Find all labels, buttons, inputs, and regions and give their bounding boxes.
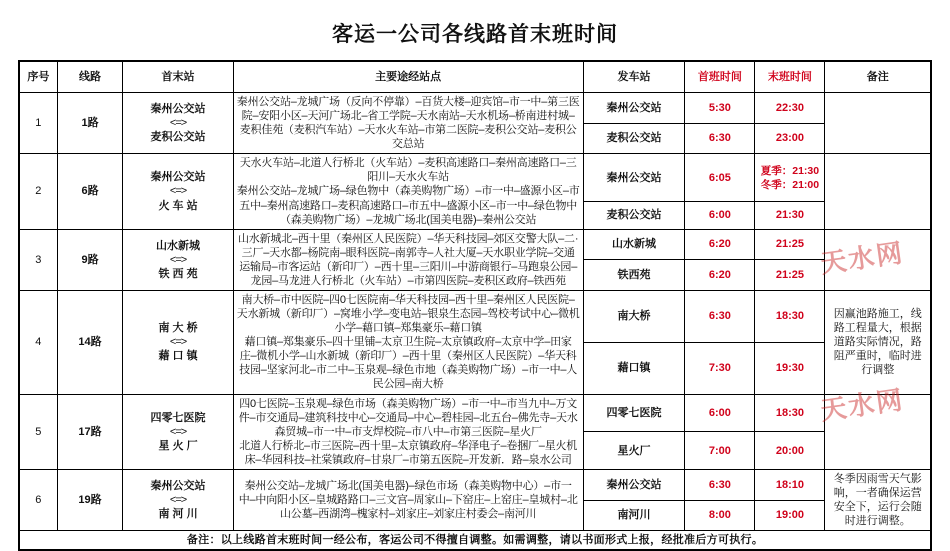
depart-station-b: 南河川 [583,500,685,531]
terminal-separator: <=> [169,185,187,198]
route-text-primary: 南大桥–市中医院–四0七医院南–华天科技园–西十里–秦州区人民医院–天水新城（新印厂）–窝堆小学–变电站–银泉生态园–驾校考试中心–微机小学–藉口镇–郑集豪乐–藉口镇 [236,294,580,335]
terminal-a: 四零七医院 [150,411,206,424]
table-row [19,229,931,260]
row-terminal [123,291,233,395]
last-time-b: 20:00 [755,432,825,470]
terminal-separator: <=> [169,253,187,266]
row-route [233,394,583,469]
row-route: 秦州公交站–龙城广场（反向不停靠）–百货大楼–迎宾馆–市一中–第三医院–安阳小区–天河广场北–省工学院–天水南站–天水机场–桥南进村城–麦积佳苑（麦积汽车站）–天水火车站–市第二医院–麦积公交站–麦积公交总站 [233,93,583,154]
row-line: 9路 [57,229,123,290]
last-time-a: 22:30 [755,93,825,124]
first-time-b: 7:00 [685,432,755,470]
first-time-b: 8:00 [685,500,755,531]
table-row [19,394,931,432]
watermark-logo-bottom: 天水网 [818,385,906,426]
row-remark [825,229,931,290]
table-header-row [19,61,931,93]
row-line: 17路 [57,394,123,469]
row-line: 14路 [57,291,123,395]
terminal-a: 秦州公交站 [150,171,206,184]
last-time-a: 18:30 [755,291,825,343]
route-text-secondary: 北道人行桥北–市三医院–西十里–太京镇政府–华泽电子–卷捆厂–星火机床–华园科技–社棠镇政府–甘泉厂–市第五医院–开发新．路–泉水公司 [239,439,578,466]
column-header-terminal: 首末站 [123,61,233,93]
last-time-a: 18:30 [755,394,825,432]
depart-station-b: 铁西苑 [583,260,685,291]
first-time-b: 6:00 [685,202,755,229]
footnote-text: 备注：以上线路首末班时间一经公布，客运公司不得擅自调整。如需调整，请以书面形式上报，经批准后方可执行。 [19,531,931,551]
first-time-a: 6:00 [685,394,755,432]
row-no: 4 [19,291,57,395]
row-route: 山水新城北–西十里（秦州区人民医院）–华天科技园–郊区交警大队–二·三厂–天水都–杨院南–眼科医院–南郭寺–人社大厦–天水职业学院–交通运输局–市客运站（新印厂）–西十里–三阳川–中游商银行–马跑泉公园–龙园–马龙进人行桥北（火车站）–市第四医院–麦积区政府–铁西苑 [233,229,583,290]
row-remark: 冬季因雨雪天气影响，一者确保运营安全下，运行会随时进行调整。 [825,469,931,530]
row-route [233,154,583,229]
row-remark [825,394,931,469]
terminal-b: 麦积公交站 [150,131,206,144]
page-title: 客运一公司各线路首末班时间 [332,22,618,46]
column-header-first-time: 首班时间 [685,61,755,93]
row-terminal [123,93,233,154]
terminal-a: 山水新城 [156,239,201,252]
depart-station-a: 南大桥 [583,291,685,343]
column-header-route: 主要途经站点 [233,61,583,93]
depart-station-a: 秦州公交站 [583,469,685,500]
footnote-row [19,531,931,551]
first-time-a: 5:30 [685,93,755,124]
terminal-b: 火 车 站 [158,199,198,212]
first-time-a: 6:05 [685,154,755,202]
terminal-a: 秦州公交站 [150,479,206,492]
row-terminal [123,394,233,469]
terminal-separator: <=> [169,494,187,507]
table-row [19,469,931,500]
row-terminal [123,469,233,530]
row-line: 19路 [57,469,123,530]
depart-station-b: 星火厂 [583,432,685,470]
row-terminal [123,229,233,290]
terminal-a: 南 大 桥 [158,322,198,335]
first-time-a: 6:20 [685,229,755,260]
column-header-remark: 备注 [825,61,931,93]
column-header-depart: 发车站 [583,61,685,93]
depart-station-b: 藉口镇 [583,342,685,394]
route-text-primary: 天水火车站–北道人行桥北（火车站）–麦积高速路口–秦州高速路口–三阳川–天水火车站 [239,157,577,184]
row-no: 5 [19,394,57,469]
terminal-b: 藉 口 镇 [158,350,198,363]
table-row [19,93,931,124]
last-time-b: 21:25 [755,260,825,291]
first-time-b: 6:30 [685,123,755,154]
table-row [19,154,931,202]
row-remark: 因赢池路施工，线路工程量大，根据道路实际情况，路阻严重时，临时进行调整 [825,291,931,395]
row-no: 1 [19,93,57,154]
route-text-secondary: 秦州公交站–龙城广场–绿色物中（森美购物广场）–市一中–盛源小区–市五中–秦州高速路口–麦积高速路口–市五中–盛源小区–市一中–绿色物中（森美购物广场）–龙城广场北(国美电器)–秦州公交站 [236,185,580,226]
last-time-summer: 夏季：21:30 [760,164,820,177]
row-terminal [123,154,233,229]
terminal-b: 铁 西 苑 [158,267,198,280]
route-text-primary: 四0七医院–玉泉观–绿色市场（森美购物广场）–市一中–市当九中–万文件–市交通局–建筑科技中心–交通局–中心–碧桂园–北五台–佛先寺–天水森贸城–市一中–市支焊校院–市八中–市第三医院–星火厂 [238,397,578,438]
row-no: 3 [19,229,57,290]
last-time-a [755,154,825,202]
first-time-b: 6:20 [685,260,755,291]
row-remark [825,93,931,154]
terminal-separator: <=> [169,336,187,349]
depart-station-b: 麦积公交站 [583,202,685,229]
schedule-table [18,60,932,551]
terminal-separator: <=> [169,425,187,438]
depart-station-a: 山水新城 [583,229,685,260]
row-remark [825,154,931,229]
terminal-b: 南 河 川 [158,508,198,521]
watermark-logo-top: 天水网 [818,238,906,279]
depart-station-a: 四零七医院 [583,394,685,432]
first-time-b: 7:30 [685,342,755,394]
column-header-no: 序号 [19,61,57,93]
depart-station-a: 秦州公交站 [583,93,685,124]
last-time-b: 23:00 [755,123,825,154]
first-time-a: 6:30 [685,469,755,500]
terminal-b: 星 火 厂 [158,439,198,452]
last-time-b: 21:30 [755,202,825,229]
last-time-winter: 冬季：21:00 [760,178,820,191]
first-time-a: 6:30 [685,291,755,343]
row-route [233,291,583,395]
row-line: 1路 [57,93,123,154]
terminal-a: 秦州公交站 [150,103,206,116]
table-row [19,291,931,343]
row-no: 6 [19,469,57,530]
last-time-a: 18:10 [755,469,825,500]
row-route: 秦州公交站–龙城广场北(国美电器)–绿色市场（森美购物中心）–市一中–中向阳小区–皇城路路口–三文宫–周家山–下窑庄–上窑庄–皇城村–北山公墓–西湖湾–槐家村–刘家庄–刘家庄村委会–南河川 [233,469,583,530]
row-line: 6路 [57,154,123,229]
last-time-a: 21:25 [755,229,825,260]
row-no: 2 [19,154,57,229]
last-time-b: 19:30 [755,342,825,394]
last-time-b: 19:00 [755,500,825,531]
column-header-last-time: 末班时间 [755,61,825,93]
depart-station-a: 秦州公交站 [583,154,685,202]
column-header-line: 线路 [57,61,123,93]
route-text-secondary: 藉口镇–郑集豪乐–四十里铺–太京卫生院–太京镇政府–太京中学–田家庄–微机小学–山水新城（新印厂）–西十里（秦州区人民医院）–华天科技园–坚家河北–市二中–玉泉观–绿色市地（森美购物广场）–市一中–人民公园–南大桥 [239,336,578,391]
terminal-separator: <=> [169,117,187,130]
depart-station-b: 麦积公交站 [583,123,685,154]
